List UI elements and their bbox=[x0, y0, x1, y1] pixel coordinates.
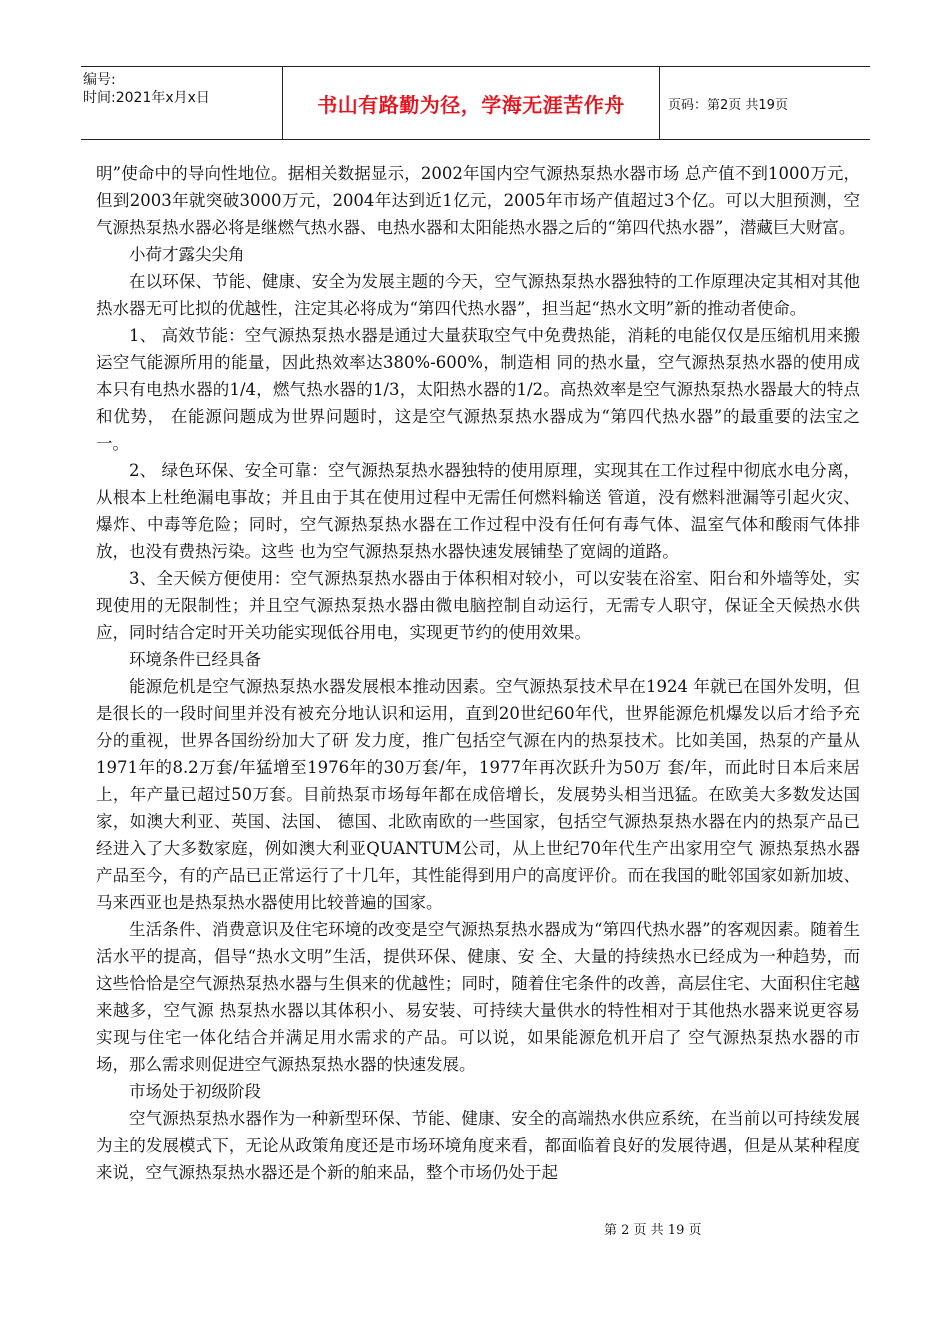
header-info bbox=[81, 67, 283, 139]
header-page-code: 页码：第2页 共19页 bbox=[668, 97, 788, 113]
document-date: 时间:2021年x月x日 bbox=[83, 90, 210, 106]
header-motto-cell bbox=[283, 67, 660, 139]
document-number: 编号: bbox=[83, 72, 116, 88]
body-paragraph: 市场处于初级阶段 bbox=[129, 1082, 261, 1101]
page-footer-number: 第 2 页 共 19 页 bbox=[604, 1223, 702, 1238]
body-paragraph: 能源危机是空气源热泵热水器发展根本推动因素。空气源热泵技术早在1924 年就已在国外发明，但是很长的一段时间里并没有被充分地认识和运用，直到20世纪60年代，世界能源危机爆发以后才给予充分的重视，世界各国纷纷加大了研 发力度，推广包括空气源在内的热泵技术。比如美国，热泵的产量从1971年的8.2万套/年猛增至1976年的30万套/年，1977年再次跃升为50万 套/年，而此时日本后来居上，年产量已超过50万套。目前热泵市场每年都在成倍增长，发展势头相当迅猛。在欧美大多数发达国家，如澳大利亚、英国、法国、 德国、北欧南欧的一些国家，包括空气源热泵热水器在内的热泵产品已经进入了大多数家庭，例如澳大利亚QUANTUM公司，从上世纪70年代生产出家用空气 源热泵热水器产品至今，有的产品已正常运行了十几年，其性能得到用户的高度评价。而在我国的毗邻国家如新加坡、马来西亚也是热泵热水器使用比较普遍的国家。 bbox=[96, 677, 860, 912]
page-header bbox=[81, 66, 870, 140]
body-paragraph: 1、 高效节能：空气源热泵热水器是通过大量获取空气中免费热能，消耗的电能仅仅是压缩机用来搬运空气能源所用的能量，因此热效率达380%-600%，制造相 同的热水量，空气源热泵热水器的使用成本只有电热水器的1/4，燃气热水器的1/3，太阳热水器的1/2。高热效率是空气源热泵热水器最大的特点和优势， 在能源问题成为世界问题时，这是空气源热泵热水器成为“第四代热水器”的最重要的法宝之一。 bbox=[96, 326, 860, 453]
body-paragraph: 在以环保、节能、健康、安全为发展主题的今天，空气源热泵热水器独特的工作原理决定其相对其他热水器无可比拟的优越性，注定其必将成为“第四代热水器”，担当起“热水文明”新的推动者使命。 bbox=[96, 272, 860, 318]
body-paragraph: 空气源热泵热水器作为一种新型环保、节能、健康、安全的高端热水供应系统，在当前以可持续发展为主的发展模式下，无论从政策角度还是市场环境角度来看，都面临着良好的发展待遇，但是从某种程度来说，空气源热泵热水器还是个新的舶来品，整个市场仍处于起 bbox=[96, 1109, 860, 1182]
body-paragraph: 明”使命中的导向性地位。据相关数据显示，2002年国内空气源热泵热水器市场 总产值不到1000万元，但到2003年就突破3000万元，2004年达到近1亿元，2005年市场产值超过3个亿。可以大胆预测，空气源热泵热水器必将是继燃气热水器、电热水器和太阳能热水器之后的“第四代热水器”，潜藏巨大财富。 bbox=[96, 164, 860, 237]
header-page-code-cell bbox=[660, 67, 870, 139]
body-paragraph: 环境条件已经具备 bbox=[129, 650, 261, 669]
document-body bbox=[96, 160, 860, 1186]
body-paragraph: 小荷才露尖尖角 bbox=[129, 245, 245, 264]
header-motto: 书山有路勤为径，学海无涯苦作舟 bbox=[317, 92, 625, 117]
body-paragraph: 生活条件、消费意识及住宅环境的改变是空气源热泵热水器成为“第四代热水器”的客观因素。随着生活水平的提高，倡导“热水文明”生活，提供环保、健康、安 全、大量的持续热水已经成为一种趋势，而这些恰恰是空气源热泵热水器与生俱来的优越性；同时，随着住宅条件的改善，高层住宅、大面积住宅越来越多，空气源 热泵热水器以其体积小、易安装、可持续大量供水的特性相对于其他热水器来说更容易实现与住宅一体化结合并满足用水需求的产品。可以说，如果能源危机开启了 空气源热泵热水器的市场，那么需求则促进空气源热泵热水器的快速发展。 bbox=[96, 920, 860, 1074]
body-paragraph: 3、全天候方便使用：空气源热泵热水器由于体积相对较小，可以安装在浴室、阳台和外墙等处，实现使用的无限制性；并且空气源热泵热水器由微电脑控制自动运行，无需专人职守，保证全天候热水供应，同时结合定时开关功能实现低谷用电，实现更节约的使用效果。 bbox=[96, 569, 860, 642]
body-paragraph: 2、 绿色环保、安全可靠：空气源热泵热水器独特的使用原理，实现其在工作过程中彻底水电分离，从根本上杜绝漏电事故；并且由于其在使用过程中无需任何燃料输送 管道，没有燃料泄漏等引起火灾、爆炸、中毒等危险；同时，空气源热泵热水器在工作过程中没有任何有毒气体、温室气体和酸雨气体排放，也没有费热污染。这些 也为空气源热泵热水器快速发展铺垫了宽阔的道路。 bbox=[96, 461, 860, 561]
